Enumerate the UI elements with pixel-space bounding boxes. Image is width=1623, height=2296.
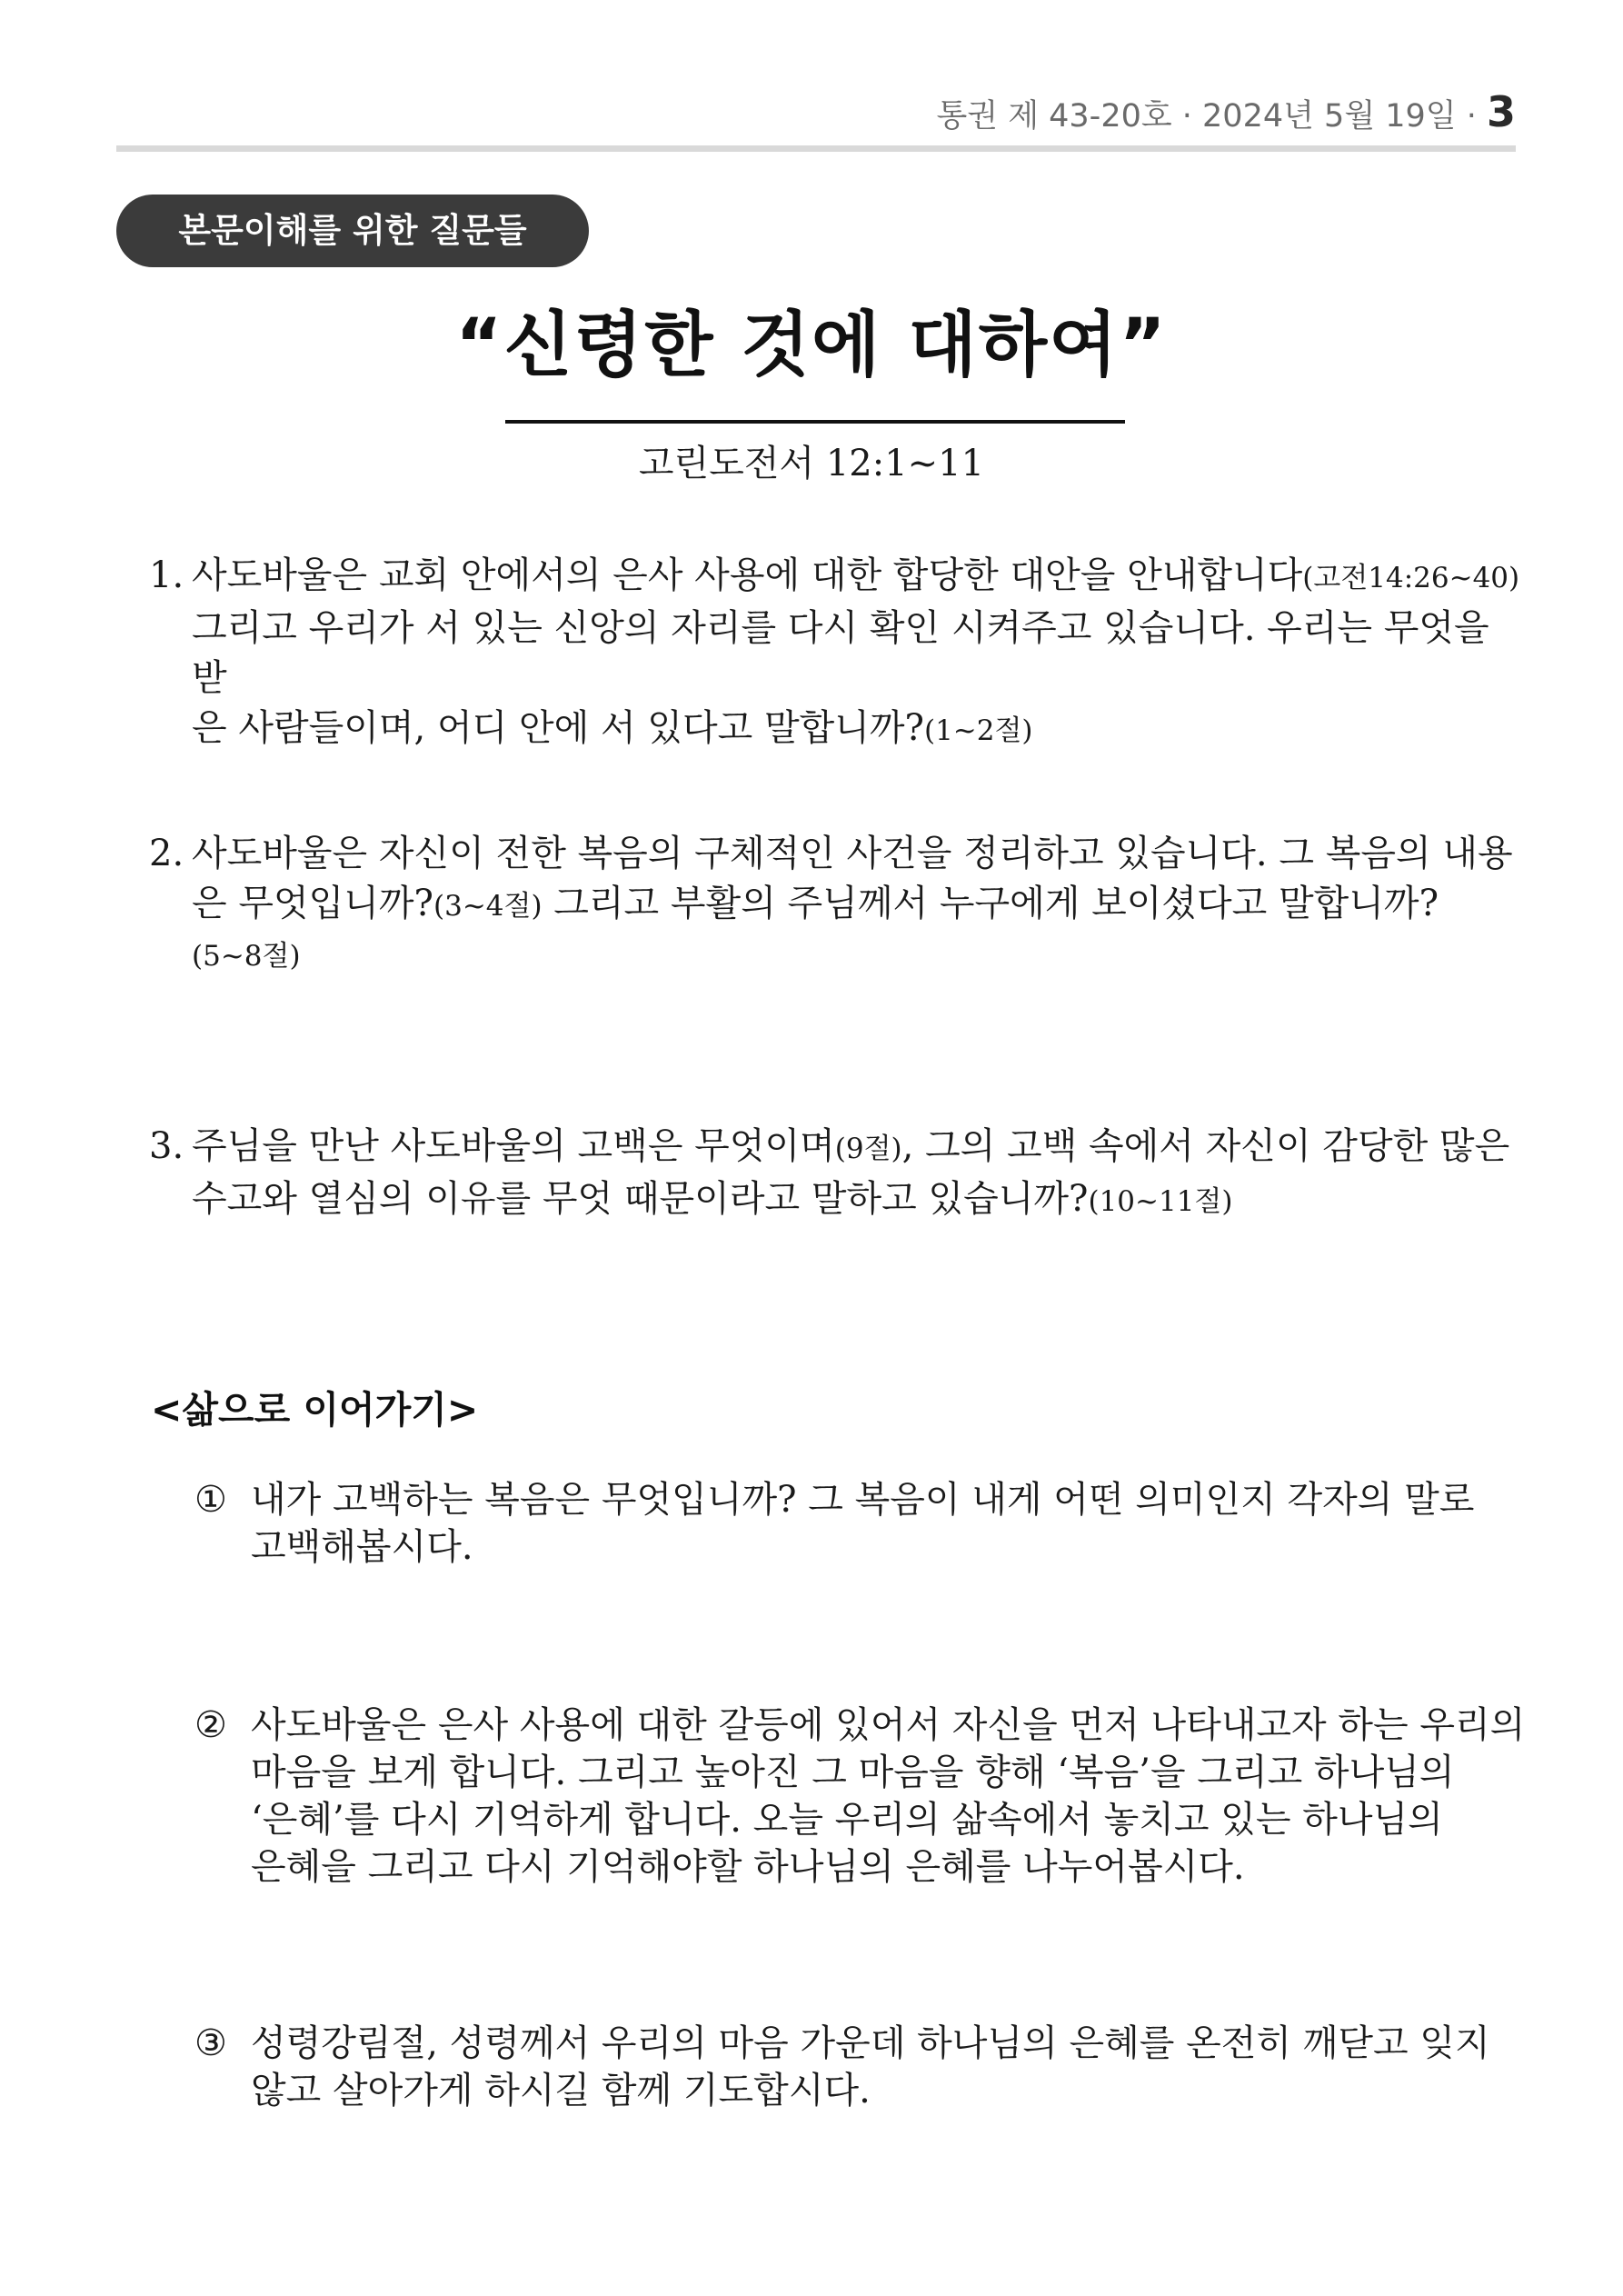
application-heading: <삶으로 이어가기> — [151, 1388, 479, 1432]
question-text: 주님을 만난 사도바울의 고백은 무엇이며 — [192, 1125, 835, 1167]
item-line: 않고 살아가게 하시길 함께 기도합시다. — [251, 2070, 871, 2111]
question-number: 1. — [149, 554, 184, 596]
question-number: 2. — [149, 833, 184, 874]
item-line: 은혜을 그리고 다시 기억해야할 하나님의 은혜를 나누어봅시다. — [251, 1846, 1245, 1888]
item-line: 고백해봅시다. — [251, 1526, 473, 1568]
question-text: 사도바울은 교회 안에서의 은사 사용에 대한 합당한 대안을 안내합니다 — [192, 554, 1303, 596]
question-line — [192, 879, 1530, 932]
application-item-1 — [194, 1476, 1530, 1571]
item-line: 마음을 보게 합니다. 그리고 높아진 그 마음을 향해 ‘복음’을 그리고 하나님의 — [251, 1752, 1455, 1793]
item-marker: ② — [194, 1704, 227, 1746]
question-reference: (10~11절) — [1088, 1185, 1233, 1218]
question-3 — [149, 1122, 1530, 1227]
question-text: 은 무엇입니까? — [192, 883, 433, 924]
application-item-3 — [194, 2020, 1530, 2114]
question-line — [192, 704, 1530, 756]
question-reference: (3~4절) — [433, 890, 543, 923]
item-marker: ③ — [194, 2022, 227, 2064]
page-number: 3 — [1486, 87, 1516, 136]
item-line: ‘은혜’를 다시 기억하게 합니다. 오늘 우리의 삶속에서 놓치고 있는 하나님의 — [251, 1799, 1443, 1841]
question-line — [192, 1122, 1530, 1174]
issue-info: 통권 제 43-20호 · 2024년 5월 19일 · — [936, 98, 1487, 135]
application-item-2 — [194, 1702, 1530, 1891]
question-reference: (고전14:26~40) — [1302, 562, 1520, 594]
item-line: 내가 고백하는 복음은 무엇입니까? 그 복음이 내게 어떤 의미인지 각자의 말로 — [251, 1479, 1475, 1521]
question-text: , 그의 고백 속에서 자신이 감당한 많은 — [901, 1125, 1510, 1167]
item-line: 성령강림절, 성령께서 우리의 마음 가운데 하나님의 은혜를 온전히 깨닫고 잊지 — [251, 2022, 1490, 2064]
question-number: 3. — [149, 1125, 184, 1167]
item-line: 사도바울은 은사 사용에 대한 갈등에 있어서 자신을 먼저 나타내고자 하는 우리의 — [251, 1704, 1526, 1746]
question-reference: (9절) — [834, 1133, 902, 1165]
question-text: 그리고 부활의 주님께서 누구에게 보이셨다고 말합니까? — [542, 883, 1439, 924]
question-line: 사도바울은 자신이 전한 복음의 구체적인 사건을 정리하고 있습니다. 그 복음의 내용 — [192, 833, 1513, 874]
title-block — [0, 304, 1623, 389]
question-line — [192, 1174, 1530, 1227]
question-reference: (5~8절) — [192, 940, 301, 973]
page-header — [116, 87, 1516, 136]
scripture-reference: 고린도전서 12:1~11 — [638, 443, 985, 484]
header-divider — [116, 145, 1516, 152]
question-reference: (1~2절) — [923, 714, 1033, 747]
question-1 — [149, 551, 1530, 756]
question-text: 은 사람들이며, 어디 안에 서 있다고 말합니까? — [192, 707, 924, 749]
question-text: 수고와 열심의 이유를 무엇 때문이라고 말하고 있습니까? — [192, 1178, 1089, 1220]
section-badge: 본문이해를 위한 질문들 — [116, 195, 589, 267]
item-marker: ① — [194, 1479, 227, 1521]
question-line: 그리고 우리가 서 있는 신앙의 자리를 다시 확인 시켜주고 있습니다. 우리는 무엇을 받 — [192, 607, 1489, 699]
title-underline — [505, 420, 1125, 424]
question-2 — [149, 829, 1530, 982]
page-title: “신령한 것에 대하여” — [455, 304, 1168, 386]
question-line — [192, 551, 1530, 604]
